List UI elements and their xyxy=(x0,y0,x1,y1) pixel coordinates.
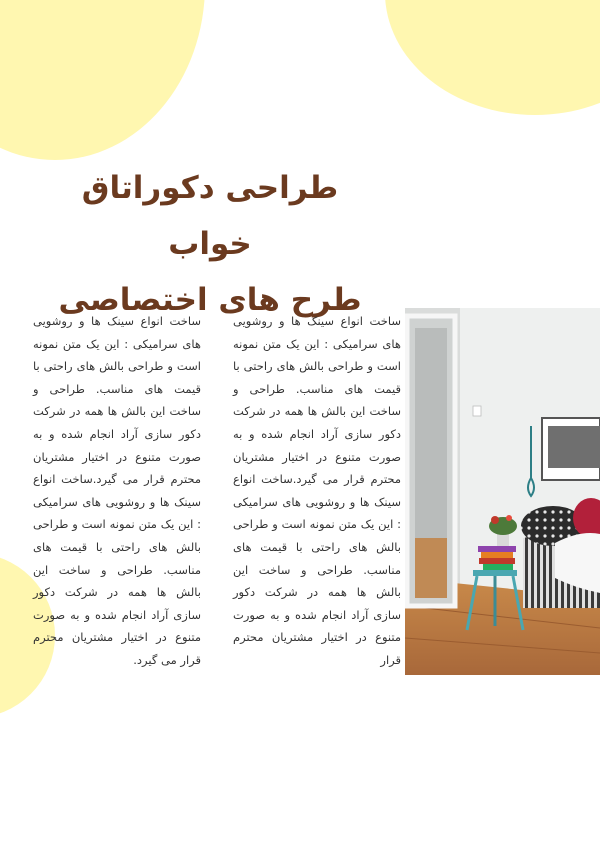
body-column-left: ساخت انواع سینک ها و روشویی های سرامیکی : این یک متن نمونه است و طراحی بالش های راحتی با قیمت های مناسب. طراحی و ساخت این بالش ها همه در شرکت دکور سازی آراد انجام شده و به صورت متنوع در اختیار مشتریان محترم قرار می گیرد.ساخت انواع سینک ها و روشویی های سرامیکی : این یک متن نمونه است و طراحی بالش های راحتی با قیمت های مناسب. طراحی و ساخت این بالش ها همه در شرکت دکور سازی آراد انجام شده و به صورت متنوع در اختیار مشتریان محترم قرار می گیرد. xyxy=(33,314,201,667)
page-title xyxy=(40,160,380,328)
decorative-blob-top-right xyxy=(385,0,600,115)
bedroom-photo xyxy=(405,308,600,675)
decorative-blob-top-left xyxy=(0,0,205,160)
body-column-right: ساخت انواع سینک ها و روشویی های سرامیکی : این یک متن نمونه است و طراحی بالش های راحتی با قیمت های مناسب. طراحی و ساخت این بالش ها همه در شرکت دکور سازی آراد انجام شده و به صورت متنوع در اختیار مشتریان محترم قرار می گیرد.ساخت انواع سینک ها و روشویی های سرامیکی : این یک متن نمونه است و طراحی بالش های راحتی با قیمت های مناسب. طراحی و ساخت این بالش ها همه در شرکت دکور سازی آراد انجام شده و به صورت متنوع در اختیار مشتریان محترم قرار xyxy=(233,314,401,667)
title-line-1: طراحی دکوراتاق خواب xyxy=(81,170,339,262)
title-line-2: طرح های اختصاصی xyxy=(58,282,362,318)
